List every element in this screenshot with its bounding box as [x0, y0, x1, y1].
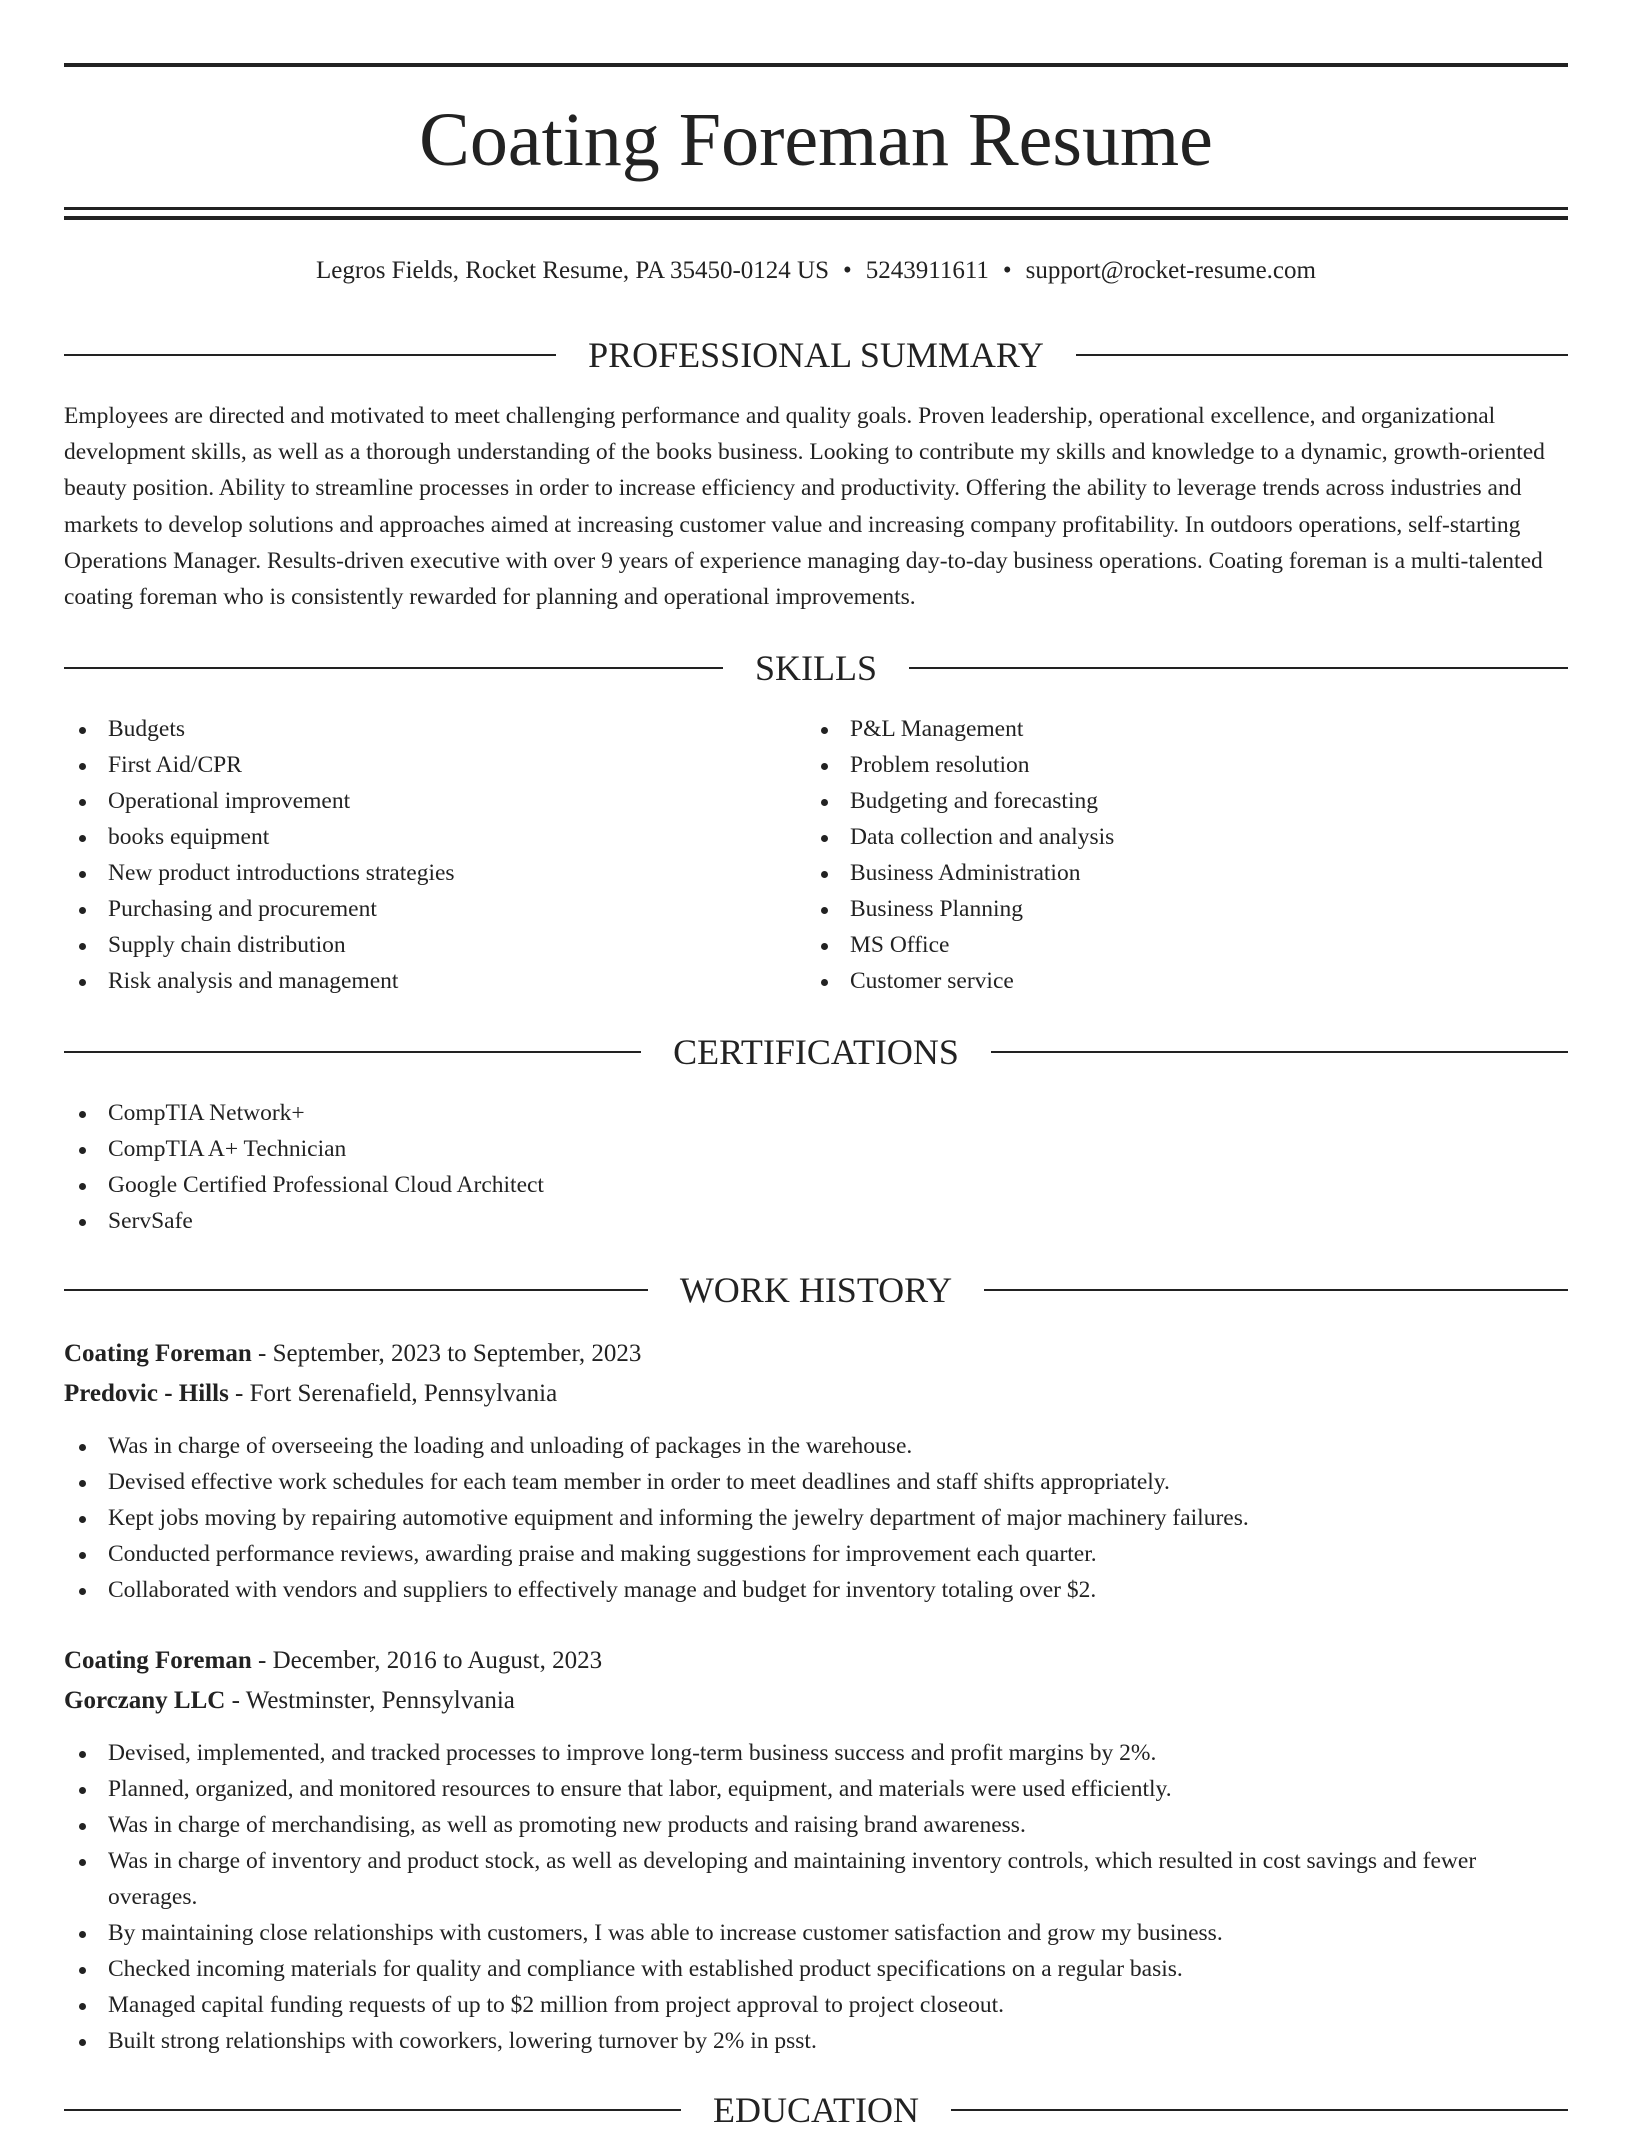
- contact-address: Legros Fields, Rocket Resume, PA 35450-0124 US: [316, 257, 829, 284]
- section-heading-certifications: [64, 1028, 1568, 1076]
- job-entry: [64, 1641, 1568, 2059]
- contact-separator: •: [1002, 257, 1012, 284]
- contact-separator: •: [842, 257, 852, 284]
- heading-rule-left: [64, 2109, 681, 2111]
- list-item: New product introductions strategies: [64, 855, 804, 891]
- list-item: CompTIA Network+: [64, 1095, 1568, 1131]
- section-title: WORK HISTORY: [679, 1270, 953, 1310]
- section-title: SKILLS: [755, 648, 878, 688]
- contact-line: [64, 252, 1568, 290]
- job-title: Coating Foreman: [64, 1647, 252, 1674]
- list-item: Budgeting and forecasting: [806, 783, 1546, 819]
- list-item: Collaborated with vendors and suppliers to effectively manage and budget for inventory totaling over $2.: [64, 1572, 1568, 1608]
- job-bullets: [64, 1735, 1568, 2059]
- list-item: Operational improvement: [64, 783, 804, 819]
- dash: -: [225, 1687, 246, 1714]
- list-item: Budgets: [64, 711, 804, 747]
- job-dates: September, 2023 to September, 2023: [272, 1340, 642, 1367]
- heading-rule-left: [64, 354, 556, 356]
- contact-email: support@rocket-resume.com: [1025, 257, 1316, 284]
- job-location: Westminster, Pennsylvania: [245, 1687, 515, 1714]
- list-item: Built strong relationships with coworkers, lowering turnover by 2% in psst.: [64, 2023, 1568, 2059]
- heading-rule-left: [64, 667, 723, 669]
- heading-rule-right: [991, 1051, 1568, 1053]
- dash: -: [251, 1340, 273, 1367]
- list-item: By maintaining close relationships with customers, I was able to increase customer satisfaction and grow my business.: [64, 1915, 1568, 1951]
- summary-text: Employees are directed and motivated to meet challenging performance and quality goals. Proven leadership, operational excellence, and organizational development skills, as well as a thorough understanding of the books business. Looking to contribute my skills and knowledge to a dynamic, growth-oriented beauty position. Ability to streamline processes in order to increase efficiency and productivity. Offering the ability to leverage trends across industries and markets to develop solutions and approaches aimed at increasing customer value and increasing company profitability. In outdoors operations, self-starting Operations Manager. Results-driven executive with over 9 years of experience managing day-to-day business operations. Coating foreman is a multi-talented coating foreman who is consistently rewarded for planning and operational improvements.: [64, 403, 1545, 611]
- list-item: Managed capital funding requests of up to $2 million from project approval to project closeout.: [64, 1987, 1568, 2023]
- section-heading-education: [64, 2086, 1568, 2134]
- section-heading-summary: [64, 331, 1568, 379]
- certifications-list: [64, 1095, 1568, 1239]
- dash: -: [251, 1647, 273, 1674]
- job-location: Fort Serenafield, Pennsylvania: [249, 1380, 558, 1407]
- list-item: Supply chain distribution: [64, 927, 804, 963]
- list-item: Conducted performance reviews, awarding praise and making suggestions for improvement each quarter.: [64, 1536, 1568, 1572]
- job-title-line: [64, 1641, 1568, 1681]
- contact-phone: 5243911611: [865, 257, 989, 284]
- list-item: Devised effective work schedules for each team member in order to meet deadlines and staff shifts appropriately.: [64, 1464, 1568, 1500]
- heading-rule-right: [909, 667, 1568, 669]
- job-title: Coating Foreman: [64, 1340, 252, 1367]
- job-dates: December, 2016 to August, 2023: [272, 1647, 603, 1674]
- list-item: Checked incoming materials for quality and compliance with established product specifications on a regular basis.: [64, 1951, 1568, 1987]
- list-item: Purchasing and procurement: [64, 891, 804, 927]
- list-item: CompTIA A+ Technician: [64, 1131, 1568, 1167]
- skills-list-left: [64, 711, 804, 999]
- job-company-line: [64, 1374, 1568, 1414]
- heading-rule-right: [1076, 354, 1568, 356]
- section-heading-skills: [64, 644, 1568, 692]
- list-item: Was in charge of inventory and product stock, as well as developing and maintaining inventory controls, which resulted in cost savings and fewer overages.: [64, 1843, 1568, 1915]
- list-item: Customer service: [806, 963, 1546, 999]
- section-title: EDUCATION: [713, 2090, 919, 2130]
- list-item: Planned, organized, and monitored resources to ensure that labor, equipment, and materials were used efficiently.: [64, 1771, 1568, 1807]
- list-item: Problem resolution: [806, 747, 1546, 783]
- list-item: P&L Management: [806, 711, 1546, 747]
- job-company: Gorczany LLC: [64, 1687, 226, 1714]
- list-item: Was in charge of overseeing the loading and unloading of packages in the warehouse.: [64, 1428, 1568, 1464]
- resume-title: Coating Foreman Resume: [419, 98, 1213, 182]
- top-rule: [64, 63, 1568, 67]
- list-item: Risk analysis and management: [64, 963, 804, 999]
- job-company: Predovic - Hills: [64, 1380, 229, 1407]
- heading-rule-left: [64, 1289, 648, 1291]
- heading-rule-right: [951, 2109, 1568, 2111]
- job-company-line: [64, 1681, 1568, 1721]
- list-item: Devised, implemented, and tracked processes to improve long-term business success and profit margins by 2%.: [64, 1735, 1568, 1771]
- title-double-rule: [64, 207, 1568, 220]
- list-item: Business Administration: [806, 855, 1546, 891]
- list-item: First Aid/CPR: [64, 747, 804, 783]
- list-item: Data collection and analysis: [806, 819, 1546, 855]
- heading-rule-left: [64, 1051, 641, 1053]
- job-bullets: [64, 1428, 1568, 1608]
- section-heading-work-history: [64, 1266, 1568, 1314]
- list-item: Kept jobs moving by repairing automotive equipment and informing the jewelry department of major machinery failures.: [64, 1500, 1568, 1536]
- section-title: PROFESSIONAL SUMMARY: [588, 335, 1044, 375]
- job-title-line: [64, 1334, 1568, 1374]
- list-item: MS Office: [806, 927, 1546, 963]
- list-item: Was in charge of merchandising, as well as promoting new products and raising brand awareness.: [64, 1807, 1568, 1843]
- list-item: ServSafe: [64, 1203, 1568, 1239]
- heading-rule-right: [984, 1289, 1568, 1291]
- job-entry: [64, 1334, 1568, 1608]
- list-item: books equipment: [64, 819, 804, 855]
- list-item: Google Certified Professional Cloud Architect: [64, 1167, 1568, 1203]
- dash: -: [228, 1380, 250, 1407]
- list-item: Business Planning: [806, 891, 1546, 927]
- skills-list-right: [806, 711, 1546, 999]
- section-title: CERTIFICATIONS: [673, 1032, 959, 1072]
